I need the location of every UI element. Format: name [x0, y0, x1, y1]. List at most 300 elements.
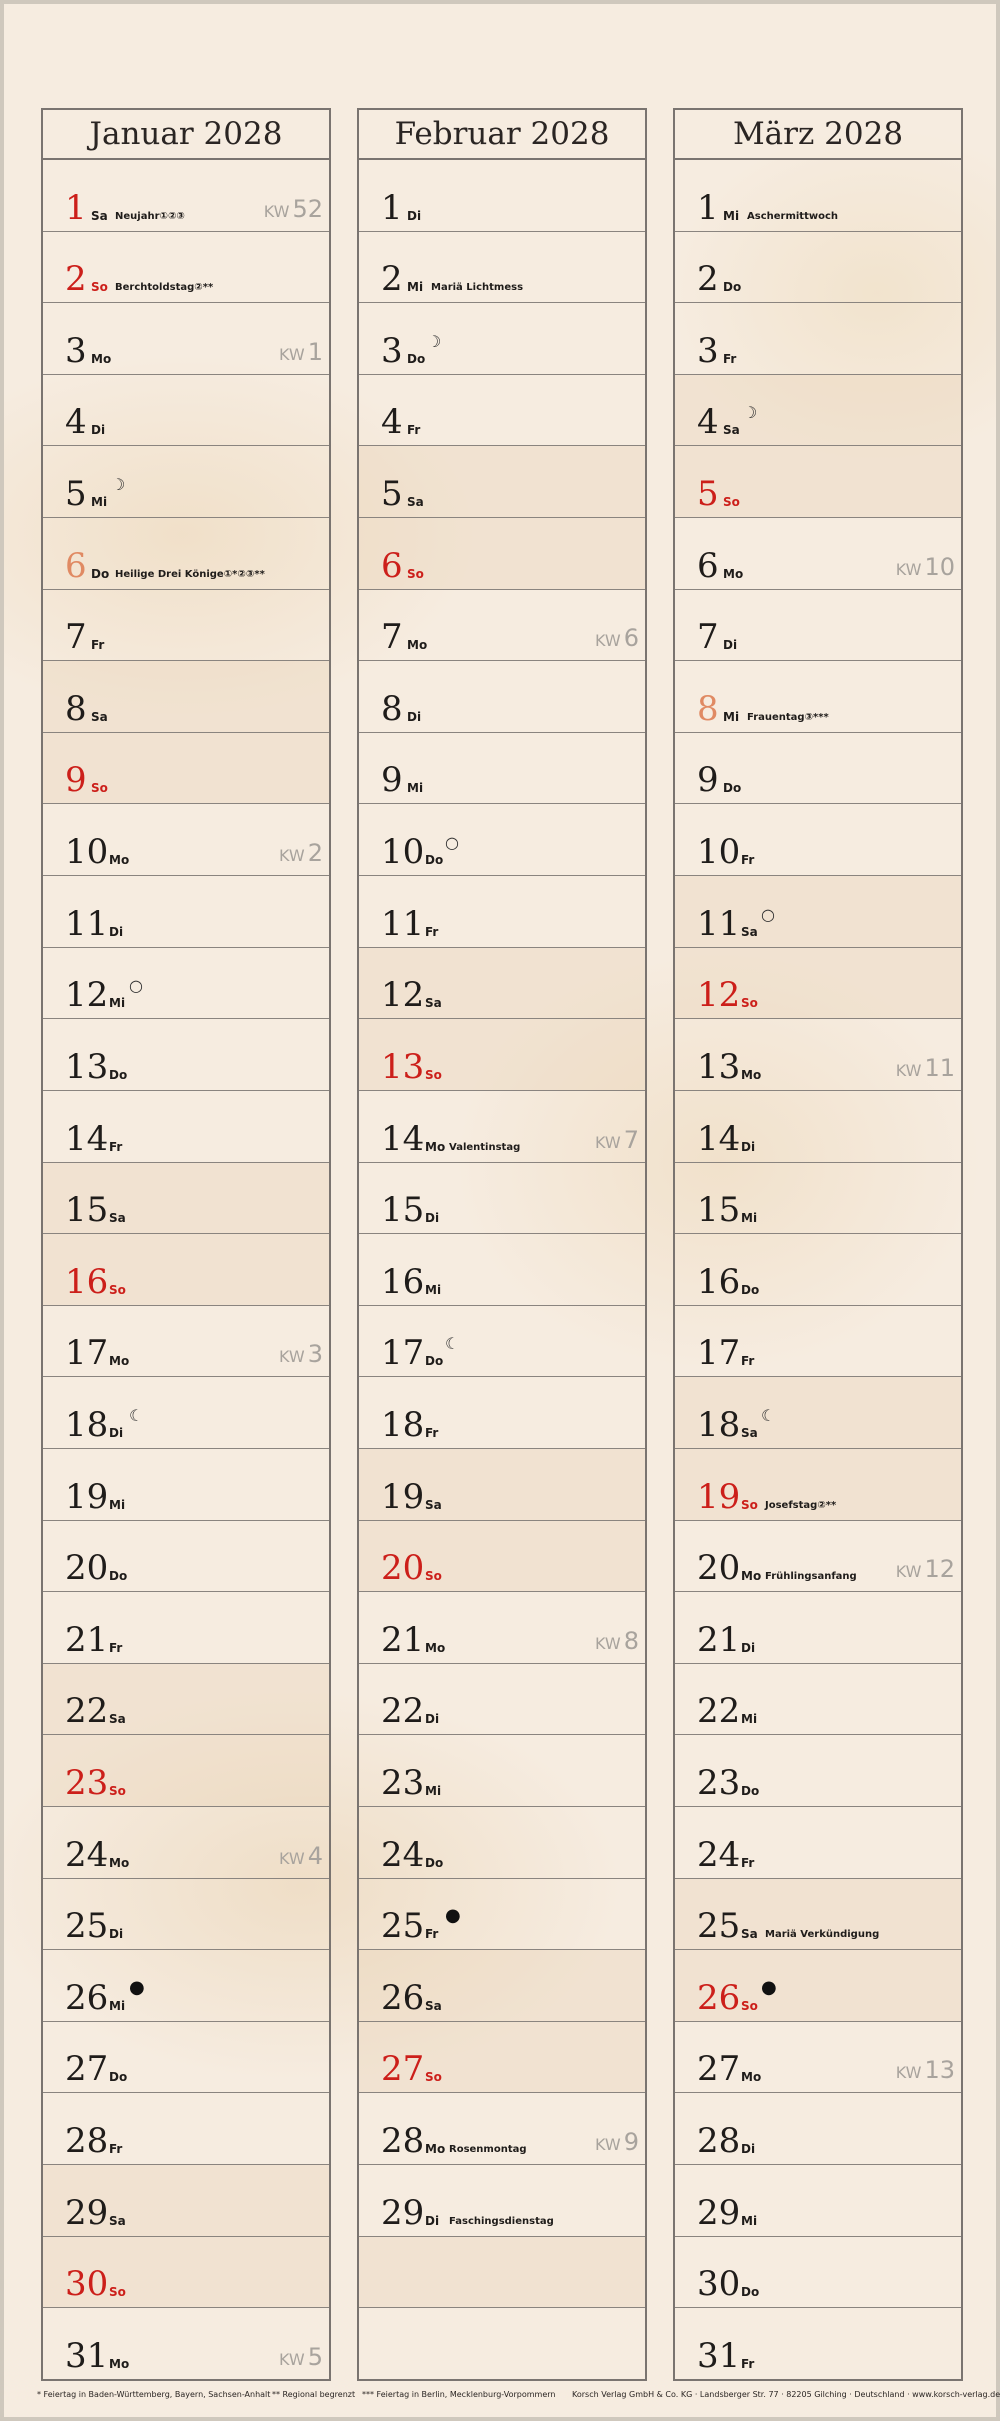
day-list: [675, 160, 961, 2379]
calendar-week-number: 4: [307, 1841, 323, 1870]
day-row: [43, 1664, 329, 1736]
weekday-abbrev: Mi: [425, 1784, 442, 1799]
weekday-abbrev: Do: [109, 1569, 128, 1584]
calendar-week-badge: [279, 839, 323, 867]
calendar-week-number: 52: [292, 194, 323, 223]
day-row: [43, 1306, 329, 1378]
day-row: [359, 1377, 645, 1449]
weekday-abbrev: Di: [741, 1640, 756, 1655]
day-number: 25: [697, 1906, 741, 1947]
day-row: [43, 2165, 329, 2237]
weekday-abbrev: Do: [109, 2070, 128, 2085]
calendar-week-badge: [264, 195, 323, 223]
day-row: [675, 1163, 961, 1235]
weekday-abbrev: Do: [407, 351, 426, 366]
day-row: [359, 1592, 645, 1664]
day-row: [359, 1234, 645, 1306]
day-number: 20: [65, 1548, 109, 1589]
day-row: [359, 2165, 645, 2237]
day-row: [359, 733, 645, 805]
weekday-abbrev: Mo: [425, 2142, 446, 2157]
day-number: 22: [381, 1691, 425, 1732]
weekday-abbrev: So: [91, 280, 108, 295]
weekday-abbrev: Di: [425, 1712, 440, 1727]
day-number: 10: [381, 832, 425, 873]
day-row: [43, 1019, 329, 1091]
day-number: 20: [697, 1548, 741, 1589]
calendar-week-badge: [896, 553, 955, 581]
weekday-abbrev: Sa: [109, 1211, 126, 1226]
moon-phase-icon: ☽: [427, 331, 442, 351]
day-number: 18: [381, 1404, 425, 1445]
day-row: [675, 804, 961, 876]
weekday-abbrev: So: [741, 996, 758, 1011]
day-number: 13: [65, 1046, 109, 1087]
holiday-label: Faschingsdienstag: [449, 2215, 554, 2227]
calendar-week-number: 1: [307, 337, 323, 366]
day-number: 29: [381, 2192, 425, 2233]
calendar-week-badge: [896, 2056, 955, 2084]
month-title: Januar 2028: [43, 110, 329, 160]
day-row: [359, 1521, 645, 1593]
publisher-imprint: Korsch Verlag GmbH & Co. KG · Landsberger Str. 77 · 82205 Gilching · Deutschland · www.korsch-verlag.de: [572, 2390, 1000, 2399]
day-number: 26: [65, 1977, 109, 2018]
weekday-abbrev: Di: [741, 2142, 756, 2157]
weekday-abbrev: Mi: [109, 996, 126, 1011]
day-row: [359, 804, 645, 876]
weekday-abbrev: Mi: [723, 709, 740, 724]
day-row: [43, 876, 329, 948]
day-row: [43, 2237, 329, 2309]
calendar-week-label: KW: [594, 631, 621, 651]
day-number: 18: [65, 1404, 109, 1445]
day-row: [675, 160, 961, 232]
day-number: 24: [65, 1834, 109, 1875]
day-number: 13: [381, 1046, 425, 1087]
day-number: 7: [381, 617, 403, 658]
day-number: 5: [65, 474, 87, 515]
day-row: [43, 1879, 329, 1951]
weekday-abbrev: So: [91, 781, 108, 796]
calendar-week-badge: [279, 2343, 323, 2371]
weekday-abbrev: Mi: [723, 208, 740, 223]
weekday-abbrev: Sa: [425, 996, 442, 1011]
day-number: 28: [381, 2121, 425, 2162]
weekday-abbrev: So: [407, 566, 424, 581]
day-row: [359, 303, 645, 375]
day-number: 14: [697, 1118, 741, 1159]
calendar-week-label: KW: [594, 1132, 621, 1152]
day-row: [43, 1950, 329, 2022]
day-number: 17: [697, 1333, 741, 1374]
day-number: 4: [381, 402, 403, 443]
weekday-abbrev: Mo: [425, 1139, 446, 1154]
moon-phase-icon: ☾: [129, 1405, 144, 1425]
holiday-label: Mariä Verkündigung: [765, 1929, 880, 1941]
holiday-label: Josefstag②**: [765, 1499, 837, 1511]
weekday-abbrev: Fr: [109, 1139, 123, 1154]
weekday-abbrev: Fr: [741, 2356, 755, 2371]
weekday-abbrev: Sa: [741, 1927, 758, 1942]
day-number: 27: [381, 2049, 425, 2090]
day-row: [675, 2237, 961, 2309]
footnote-berlin: *** Feiertag in Berlin, Mecklenburg-Vorpommern: [362, 2390, 556, 2399]
day-number: 15: [381, 1190, 425, 1231]
day-number: 3: [697, 330, 719, 371]
day-row: [675, 1592, 961, 1664]
holiday-label: Heilige Drei Könige①*②③**: [115, 568, 265, 580]
day-number: 22: [697, 1691, 741, 1732]
day-row: [675, 2308, 961, 2379]
weekday-abbrev: Sa: [91, 208, 108, 223]
month-title: Februar 2028: [359, 110, 645, 160]
weekday-abbrev: Mi: [407, 781, 424, 796]
day-number: 4: [65, 402, 87, 443]
weekday-abbrev: Do: [741, 2285, 760, 2300]
day-row: [43, 1449, 329, 1521]
day-row: [675, 661, 961, 733]
weekday-abbrev: Sa: [425, 1998, 442, 2013]
day-row: [43, 303, 329, 375]
moon-phase-icon: ☽: [111, 475, 126, 495]
day-list: [43, 160, 329, 2379]
holiday-label: Neujahr①②③: [115, 210, 185, 222]
day-number: 1: [381, 187, 403, 228]
day-row: [359, 1163, 645, 1235]
day-number: 29: [65, 2192, 109, 2233]
calendar-week-number: 12: [924, 1555, 955, 1584]
day-row: [359, 1807, 645, 1879]
weekday-abbrev: Mi: [425, 1282, 442, 1297]
day-number: 11: [65, 903, 109, 944]
weekday-abbrev: Mo: [109, 2356, 130, 2371]
day-row: [675, 1950, 961, 2022]
day-row: [675, 2165, 961, 2237]
day-number: 26: [697, 1977, 741, 2018]
weekday-abbrev: Di: [407, 709, 422, 724]
day-row: [675, 232, 961, 304]
day-number: 21: [381, 1619, 425, 1660]
day-row: [43, 1592, 329, 1664]
weekday-abbrev: Mi: [109, 1497, 126, 1512]
weekday-abbrev: So: [741, 1998, 758, 2013]
day-row: [675, 2022, 961, 2094]
day-row: [675, 876, 961, 948]
day-row: [359, 2093, 645, 2165]
moon-phase-icon: ●: [445, 1905, 461, 1927]
weekday-abbrev: Mo: [109, 1354, 130, 1369]
day-row: [359, 876, 645, 948]
day-number: 12: [697, 975, 741, 1016]
calendar-week-badge: [595, 1627, 639, 1655]
weekday-abbrev: So: [109, 1282, 126, 1297]
day-number: 16: [381, 1261, 425, 1302]
day-row: [43, 1091, 329, 1163]
day-row: [359, 160, 645, 232]
day-row: [675, 733, 961, 805]
calendar-week-label: KW: [278, 1347, 305, 1367]
weekday-abbrev: Sa: [741, 924, 758, 939]
weekday-abbrev: Fr: [425, 1425, 439, 1440]
day-number: 30: [697, 2264, 741, 2305]
weekday-abbrev: Di: [425, 2213, 440, 2228]
day-row: [359, 2308, 645, 2379]
day-row: [675, 1449, 961, 1521]
calendar-week-number: 5: [307, 2342, 323, 2371]
weekday-abbrev: Fr: [723, 351, 737, 366]
day-number: 2: [65, 259, 87, 300]
day-row: [43, 232, 329, 304]
day-row: [359, 1306, 645, 1378]
day-number: 15: [65, 1190, 109, 1231]
day-number: 17: [65, 1333, 109, 1374]
day-number: 28: [65, 2121, 109, 2162]
day-number: 5: [697, 474, 719, 515]
holiday-label: Mariä Lichtmess: [431, 282, 524, 294]
day-row: [43, 733, 329, 805]
weekday-abbrev: Fr: [425, 924, 439, 939]
day-number: 4: [697, 402, 719, 443]
day-row: [359, 375, 645, 447]
day-row: [359, 1664, 645, 1736]
day-number: 24: [381, 1834, 425, 1875]
day-row: [675, 590, 961, 662]
weekday-abbrev: Mi: [741, 1712, 758, 1727]
day-number: 23: [381, 1763, 425, 1804]
moon-phase-icon: ○: [761, 904, 775, 924]
calendar-week-badge: [896, 1054, 955, 1082]
day-row: [675, 2093, 961, 2165]
day-row: [43, 1807, 329, 1879]
weekday-abbrev: Sa: [407, 495, 424, 510]
day-number: 25: [381, 1906, 425, 1947]
day-number: 7: [697, 617, 719, 658]
day-number: 21: [697, 1619, 741, 1660]
month-title: März 2028: [675, 110, 961, 160]
day-row: [43, 661, 329, 733]
day-row: [675, 446, 961, 518]
month-column-january: [41, 108, 331, 2381]
day-number: 7: [65, 617, 87, 658]
day-row: [675, 1879, 961, 1951]
weekday-abbrev: Do: [741, 1282, 760, 1297]
day-number: 14: [381, 1118, 425, 1159]
day-number: 9: [65, 760, 87, 801]
calendar-week-badge: [595, 624, 639, 652]
weekday-abbrev: Mo: [741, 2070, 762, 2085]
day-number: 1: [65, 187, 87, 228]
weekday-abbrev: Mo: [741, 1067, 762, 1082]
day-number: 21: [65, 1619, 109, 1660]
day-row: [675, 1019, 961, 1091]
day-number: 30: [65, 2264, 109, 2305]
weekday-abbrev: Do: [91, 566, 110, 581]
calendar-week-number: 2: [307, 839, 323, 868]
day-row: [359, 661, 645, 733]
day-row: [675, 1735, 961, 1807]
day-number: 16: [65, 1261, 109, 1302]
day-row: [43, 446, 329, 518]
weekday-abbrev: Di: [407, 208, 422, 223]
day-number: 2: [697, 259, 719, 300]
day-list: [359, 160, 645, 2379]
day-row: [675, 375, 961, 447]
calendar-week-label: KW: [895, 2063, 922, 2083]
calendar-week-label: KW: [278, 1848, 305, 1868]
month-column-february: [357, 108, 647, 2381]
weekday-abbrev: Mo: [109, 1855, 130, 1870]
day-row: [359, 1091, 645, 1163]
weekday-abbrev: Mi: [109, 1998, 126, 2013]
day-row: [43, 948, 329, 1020]
weekday-abbrev: Fr: [425, 1927, 439, 1942]
day-number: 14: [65, 1118, 109, 1159]
day-number: 25: [65, 1906, 109, 1947]
calendar-week-badge: [595, 1126, 639, 1154]
day-number: 15: [697, 1190, 741, 1231]
holiday-label: Aschermittwoch: [747, 210, 839, 222]
day-row: [43, 2308, 329, 2379]
weekday-abbrev: Mi: [741, 1211, 758, 1226]
day-row: [675, 303, 961, 375]
weekday-abbrev: Do: [109, 1067, 128, 1082]
day-number: 6: [381, 545, 403, 586]
calendar-week-badge: [279, 338, 323, 366]
weekday-abbrev: Mi: [741, 2213, 758, 2228]
day-number: 10: [697, 832, 741, 873]
day-number: 6: [65, 545, 87, 586]
weekday-abbrev: Mo: [425, 1640, 446, 1655]
day-number: 19: [381, 1476, 425, 1517]
weekday-abbrev: Fr: [741, 1354, 755, 1369]
day-row: [675, 518, 961, 590]
weekday-abbrev: Di: [109, 1927, 124, 1942]
weekday-abbrev: So: [109, 1784, 126, 1799]
calendar-page: [4, 4, 1000, 2417]
day-number: 23: [697, 1763, 741, 1804]
day-number: 18: [697, 1404, 741, 1445]
weekday-abbrev: So: [425, 1067, 442, 1082]
moon-phase-icon: ●: [129, 1976, 145, 1998]
weekday-abbrev: Mo: [407, 638, 428, 653]
day-number: 9: [697, 760, 719, 801]
weekday-abbrev: So: [425, 2070, 442, 2085]
weekday-abbrev: Sa: [109, 1712, 126, 1727]
day-number: 8: [381, 688, 403, 729]
day-number: 13: [697, 1046, 741, 1087]
day-number: 11: [697, 903, 741, 944]
day-row: [359, 2237, 645, 2309]
calendar-week-badge: [896, 1555, 955, 1583]
day-row: [43, 1521, 329, 1593]
day-row: [675, 1807, 961, 1879]
holiday-label: Rosenmontag: [449, 2144, 527, 2156]
weekday-abbrev: Fr: [741, 853, 755, 868]
weekday-abbrev: Mo: [91, 351, 112, 366]
weekday-abbrev: Sa: [723, 423, 740, 438]
calendar-week-number: 3: [307, 1340, 323, 1369]
day-row: [675, 1521, 961, 1593]
weekday-abbrev: Di: [425, 1211, 440, 1226]
weekday-abbrev: Di: [109, 1425, 124, 1440]
day-number: 3: [65, 330, 87, 371]
calendar-week-number: 7: [623, 1125, 639, 1154]
weekday-abbrev: Fr: [741, 1855, 755, 1870]
month-column-march: [673, 108, 963, 2381]
calendar-week-number: 9: [623, 2128, 639, 2157]
calendar-week-number: 6: [623, 624, 639, 653]
calendar-week-label: KW: [895, 559, 922, 579]
calendar-week-number: 10: [924, 552, 955, 581]
day-row: [359, 232, 645, 304]
day-number: 29: [697, 2192, 741, 2233]
day-row: [675, 948, 961, 1020]
moon-phase-icon: ☾: [761, 1405, 776, 1425]
day-row: [43, 2022, 329, 2094]
weekday-abbrev: Sa: [425, 1497, 442, 1512]
calendar-week-label: KW: [895, 1060, 922, 1080]
day-row: [43, 590, 329, 662]
moon-phase-icon: ○: [129, 976, 143, 996]
day-row: [43, 1163, 329, 1235]
day-number: 27: [65, 2049, 109, 2090]
day-number: 27: [697, 2049, 741, 2090]
weekday-abbrev: Mo: [741, 1569, 762, 1584]
weekday-abbrev: Sa: [91, 709, 108, 724]
weekday-abbrev: Fr: [109, 2142, 123, 2157]
day-number: 19: [697, 1476, 741, 1517]
day-row: [43, 518, 329, 590]
weekday-abbrev: Mo: [723, 566, 744, 581]
day-number: 10: [65, 832, 109, 873]
day-number: 24: [697, 1834, 741, 1875]
day-row: [675, 1664, 961, 1736]
day-row: [359, 518, 645, 590]
day-number: 8: [65, 688, 87, 729]
day-row: [359, 1950, 645, 2022]
day-row: [43, 804, 329, 876]
weekday-abbrev: Mi: [407, 280, 424, 295]
day-row: [43, 160, 329, 232]
day-number: 11: [381, 903, 425, 944]
day-number: 12: [381, 975, 425, 1016]
weekday-abbrev: Do: [425, 1354, 444, 1369]
calendar-week-label: KW: [263, 201, 290, 221]
day-row: [359, 1019, 645, 1091]
calendar-week-badge: [279, 1842, 323, 1870]
weekday-abbrev: Di: [723, 638, 738, 653]
day-number: 6: [697, 545, 719, 586]
day-row: [359, 446, 645, 518]
moon-phase-icon: ○: [445, 833, 459, 853]
day-row: [43, 375, 329, 447]
day-number: 26: [381, 1977, 425, 2018]
day-number: 1: [697, 187, 719, 228]
day-number: 19: [65, 1476, 109, 1517]
day-row: [675, 1234, 961, 1306]
day-row: [359, 948, 645, 1020]
day-number: 16: [697, 1261, 741, 1302]
day-number: 28: [697, 2121, 741, 2162]
calendar-week-label: KW: [594, 2135, 621, 2155]
calendar-week-badge: [279, 1340, 323, 1368]
day-number: 20: [381, 1548, 425, 1589]
weekday-abbrev: So: [425, 1569, 442, 1584]
weekday-abbrev: Di: [91, 423, 106, 438]
weekday-abbrev: Mo: [109, 853, 130, 868]
day-number: 17: [381, 1333, 425, 1374]
day-row: [43, 2093, 329, 2165]
